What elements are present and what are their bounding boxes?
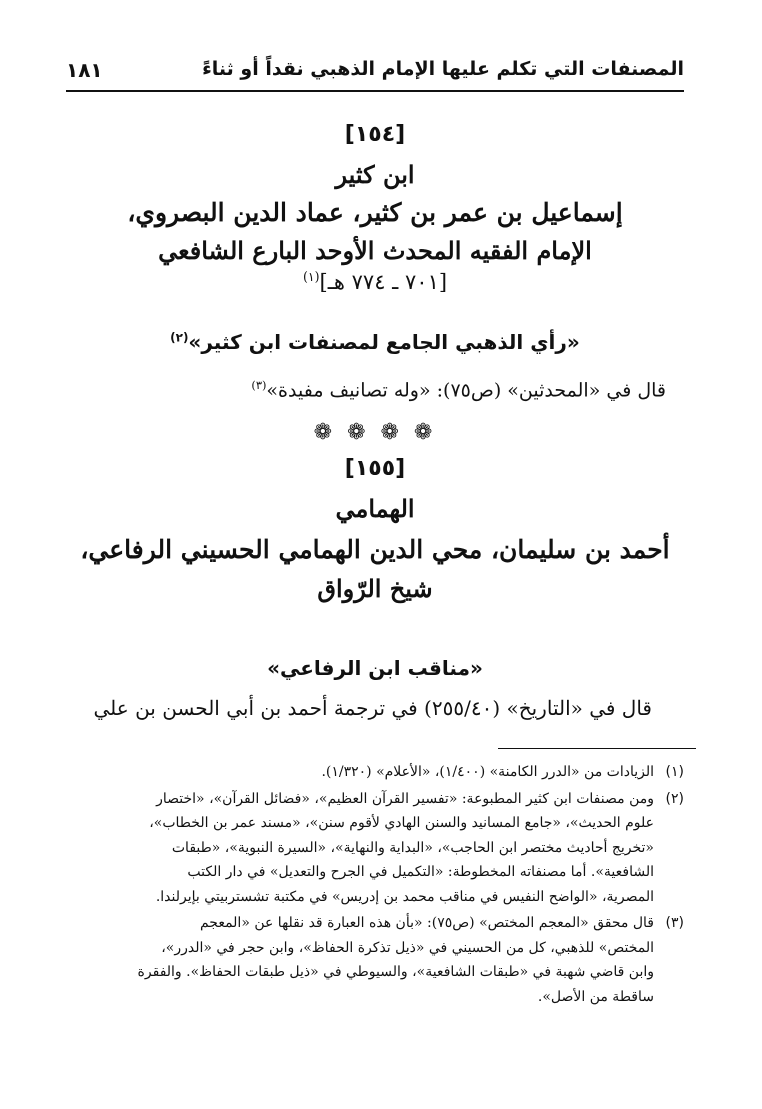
footnote-ref-2: (٢) [170, 330, 189, 345]
entry-154-full-name: إسماعيل بن عمر بن كثير، عماد الدين البصروي، [127, 198, 623, 227]
entry-155-quote: قال في «التاريخ» (٢٥٥/٤٠) في ترجمة أحمد بن أبي الحسن بن علي [93, 696, 652, 720]
footnote-3-number: (٣) [665, 915, 684, 931]
footnote-2 [66, 787, 684, 910]
entry-154-quote-line [251, 378, 666, 401]
footnote-line: وابن قاضي شهبة في «طبقات الشافعية»، والسيوطي في «ذيل طبقات الحفاظ». والفقرة [137, 964, 654, 980]
footnote-2-number: (٢) [665, 790, 684, 807]
section-separator: ❁ ❁ ❁ ❁ [313, 420, 437, 445]
running-header [66, 58, 684, 94]
entry-155-full-name: أحمد بن سليمان، محي الدين الهمامي الحسيني الرفاعي، [80, 535, 670, 564]
entry-154-number: [١٥٤] [344, 122, 406, 147]
footnote-line: قال محقق «المعجم المختص» (ص٧٥): «بأن هذه العبارة قد نقلها عن «المعجم [199, 915, 654, 931]
entry-155-section-title: «مناقب ابن الرفاعي» [267, 656, 483, 680]
footnote-ref-3: (٣) [251, 378, 267, 392]
entry-154-dates-line [66, 269, 684, 294]
footnote-line: الزيادات من «الدرر الكامنة» (١/٤٠٠)، «الأعلام» (١/٣٢٠). [321, 764, 654, 780]
header-rule [66, 90, 684, 92]
entry-155-short-name: الهمامي [335, 494, 415, 523]
entry-154-section-title: «رأي الذهبي الجامع لمصنفات ابن كثير» [188, 330, 580, 354]
footnote-3 [66, 911, 684, 1009]
entry-154-short-name: ابن كثير [335, 160, 415, 189]
entry-154-titles: الإمام الفقيه المحدث الأوحد البارع الشافعي [158, 236, 592, 265]
footnote-line: ساقطة من الأصل». [537, 988, 654, 1005]
footnote-line: المختص» للذهبي، كل من الحسيني في «ذيل تذكرة الحفاظ»، وابن حجر في «الدرر»، [161, 939, 654, 956]
entry-154-section-title-line [66, 330, 684, 354]
footnote-line: المصرية، «الواضح النفيس في مناقب محمد بن إدريس» في مكتبة تشستربيتي بإيرلندا. [155, 888, 654, 905]
page-number: ١٨١ [66, 58, 103, 82]
entry-154-quote: قال في «المحدثين» (ص٧٥): «وله تصانيف مفيدة» [266, 379, 666, 402]
entry-155-number: [١٥٥] [344, 456, 406, 481]
running-header-title: المصنفات التي تكلم عليها الإمام الذهبي نقداً أو ثناءً [202, 58, 684, 80]
footnote-1-number: (١) [665, 764, 684, 780]
footnote-line: علوم الحديث»، «جامع المسانيد والسنن الهادي لأقوم سنن»، «مسند عمر بن الخطاب»، [149, 815, 654, 831]
entry-154-dates: [٧٠١ ـ ٧٧٤ هـ] [319, 270, 448, 294]
footnote-line: «تخريج أحاديث مختصر ابن الحاجب»، «البداية والنهاية»، «السيرة النبوية»، «طبقات [171, 839, 654, 856]
footnote-ref-1: (١) [302, 269, 320, 284]
footnotes [66, 760, 684, 1011]
footnote-1 [66, 760, 684, 785]
footnote-rule [498, 748, 696, 749]
footnote-line: الشافعية». أما مصنفاته المخطوطة: «التكميل في الجرح والتعديل» في دار الكتب [187, 864, 654, 880]
entry-155-title: شيخ الرّواق [317, 574, 433, 603]
footnote-line: ومن مصنفات ابن كثير المطبوعة: «تفسير القرآن العظيم»، «فضائل القرآن»، «اختصار [156, 790, 654, 807]
